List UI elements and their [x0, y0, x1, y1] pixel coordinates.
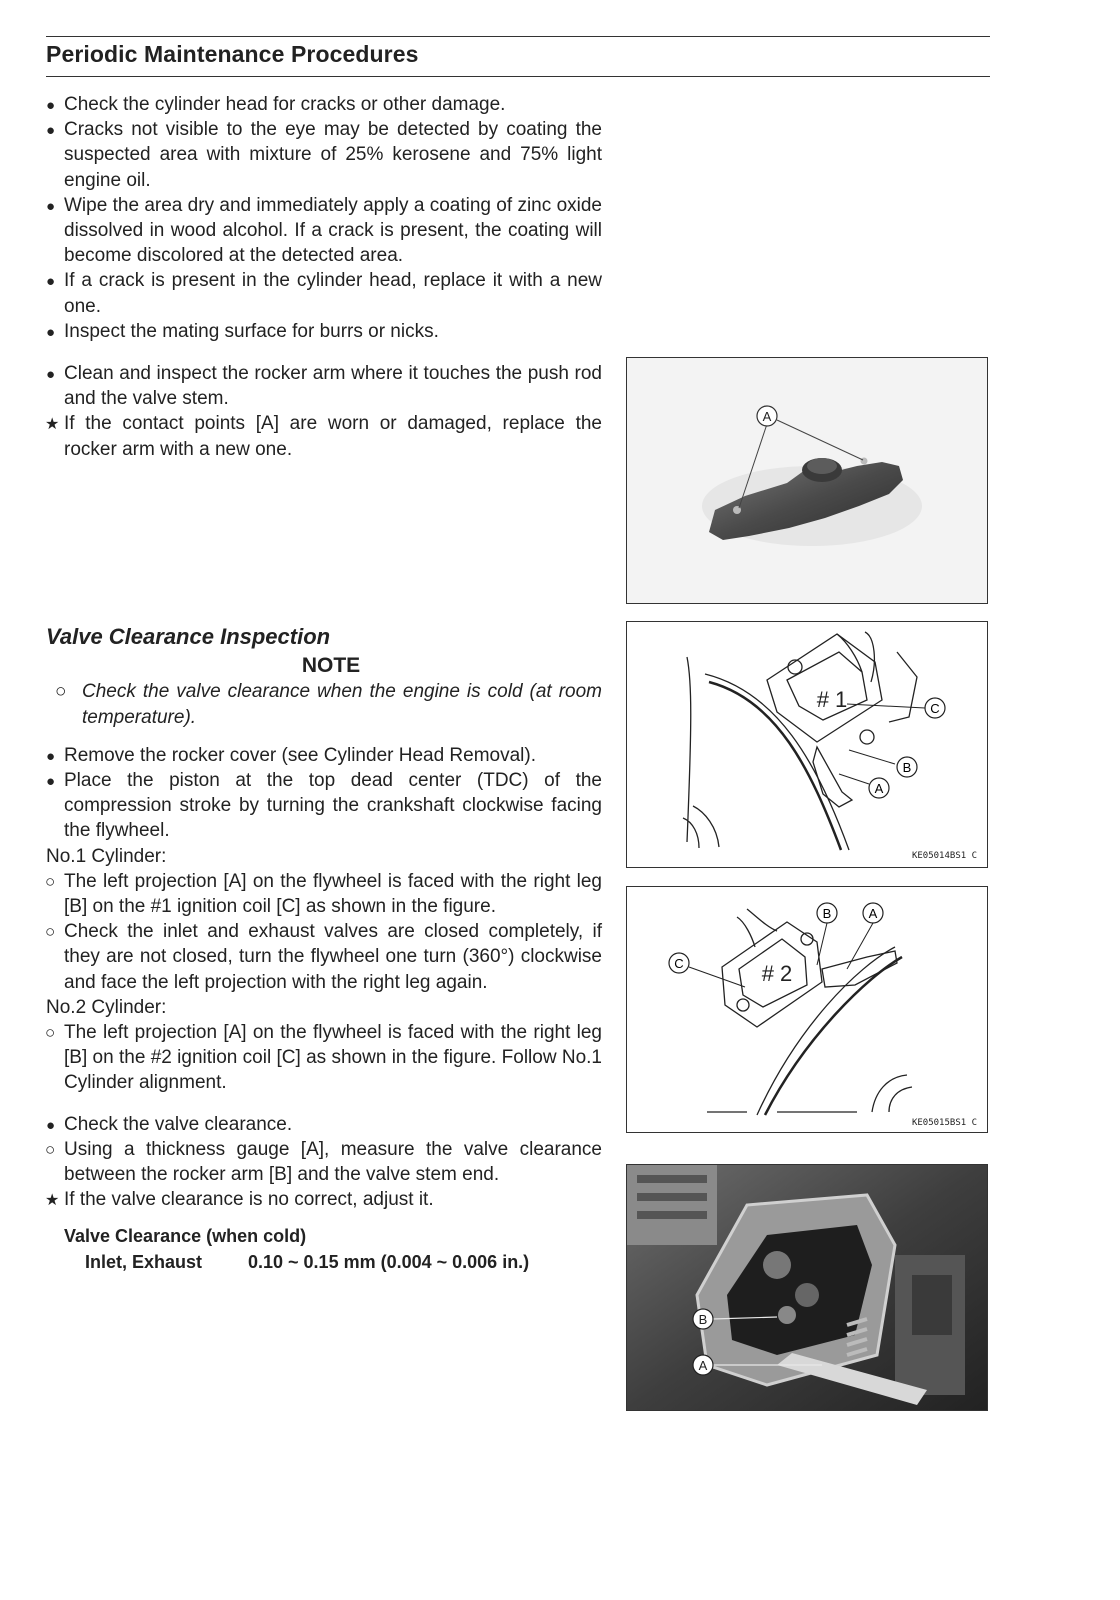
- bullet-marker: ●: [46, 323, 56, 341]
- star-marker: ★: [45, 416, 60, 434]
- bullet-marker: ●: [46, 273, 56, 291]
- thickness-gauge-figure: [626, 1164, 988, 1411]
- valve-clearance-section: [46, 624, 602, 1275]
- section-title: Valve Clearance Inspection: [46, 624, 331, 649]
- list-item: ● Wipe the area dry and immediately apply a coating of zinc oxide dissolved in wood alcohol. If a crack is present, the coating will become discolored at the detected area.: [46, 194, 602, 267]
- ring-marker: ○: [55, 681, 67, 703]
- list-item: ● Remove the rocker cover (see Cylinder Head Removal).: [46, 743, 602, 768]
- list-item: ● Clean and inspect the rocker arm where it touches the push rod and the valve stem.: [46, 363, 602, 410]
- rocker-arm-figure: [626, 357, 988, 604]
- svg-text:C: C: [930, 701, 940, 716]
- cylinder-1-label: No.1 Cylinder:: [46, 845, 167, 867]
- list-item: ○ The left projection [A] on the flywheel is faced with the right leg [B] on the #1 ignition coil [C] as shown in the figure.: [45, 870, 602, 918]
- thickness-gauge-photo: [627, 1165, 987, 1410]
- svg-text:B: B: [822, 906, 832, 921]
- cylinder-2-diagram: [627, 887, 987, 1132]
- page-title: Periodic Maintenance Procedures: [46, 41, 419, 67]
- list-item: ● Place the piston at the top dead center (TDC) of the compression stroke by turning the crankshaft clockwise facing the flywheel.: [46, 770, 602, 842]
- list-item: ● Cracks not visible to the eye may be detected by coating the suspected area with mixture of 25% kerosene and 75% light engine oil.: [46, 119, 602, 191]
- spec-label: Inlet, Exhaust: [85, 1251, 203, 1272]
- ring-marker: ○: [45, 1023, 56, 1043]
- spec-value: 0.10 ~ 0.15 mm (0.004 ~ 0.006 in.): [248, 1251, 530, 1272]
- spec-block: [46, 1224, 602, 1274]
- list-item: ● If a crack is present in the cylinder head, replace it with a new one.: [46, 270, 602, 317]
- list-item: ● Inspect the mating surface for burrs or nicks.: [46, 319, 602, 344]
- star-marker: ★: [45, 1192, 60, 1210]
- cylinder-head-section: [46, 92, 602, 344]
- list-item: ★ If the contact points [A] are worn or damaged, replace the rocker arm with a new one.: [45, 413, 602, 460]
- bullet-marker: ●: [46, 773, 56, 791]
- svg-text:A: A: [698, 1358, 708, 1373]
- spec-row: [64, 1250, 602, 1275]
- list-item: ○ Using a thickness gauge [A], measure the valve clearance between the rocker arm [B] and the valve stem end.: [45, 1138, 602, 1186]
- svg-text:C: C: [674, 956, 684, 971]
- spec-title: Valve Clearance (when cold): [64, 1226, 307, 1247]
- svg-text:B: B: [902, 760, 912, 775]
- bullet-marker: ●: [46, 366, 56, 383]
- figure-code: KE05014BS1 C: [911, 851, 977, 861]
- ring-marker: ○: [45, 1139, 56, 1159]
- cylinder-1-figure: [626, 621, 988, 868]
- coil-2-mark: # 2: [761, 961, 793, 986]
- bullet-marker: ●: [46, 197, 56, 215]
- list-item: ● Check the valve clearance.: [46, 1112, 602, 1137]
- cylinder-2-figure: [626, 886, 988, 1133]
- note-text: ○ Check the valve clearance when the engine is cold (at room temperature).: [55, 681, 602, 728]
- figure-code: KE05015BS1 C: [911, 1118, 977, 1128]
- svg-text:A: A: [762, 409, 772, 424]
- coil-1-mark: # 1: [816, 687, 848, 712]
- rocker-arm-illustration: [627, 358, 987, 603]
- cylinder-1-diagram: [627, 622, 987, 867]
- list-item: ★ If the valve clearance is no correct, adjust it.: [46, 1187, 602, 1212]
- note-heading: NOTE: [301, 654, 361, 678]
- bullet-marker: ●: [46, 97, 56, 114]
- svg-text:B: B: [698, 1312, 708, 1327]
- svg-text:A: A: [874, 781, 884, 796]
- header-bottom-rule: [46, 76, 990, 77]
- header-top-rule: [46, 36, 990, 37]
- cylinder-2-label: No.2 Cylinder:: [46, 996, 167, 1018]
- svg-text:A: A: [868, 906, 878, 921]
- bullet-marker: ●: [46, 122, 56, 140]
- bullet-marker: ●: [46, 1116, 56, 1134]
- ring-marker: ○: [45, 871, 56, 891]
- bullet-marker: ●: [46, 747, 56, 765]
- list-item: ● Check the cylinder head for cracks or other damage.: [46, 92, 602, 117]
- list-item: ○ The left projection [A] on the flywheel is faced with the right leg [B] on the #2 ignition coil [C] as shown in the figure. Follow No.1 Cylinder alignment.: [45, 1022, 602, 1094]
- list-item: ○ Check the inlet and exhaust valves are closed completely, if they are not closed, turn the flywheel one turn (360°) clockwise and face the left projection with the right leg again.: [45, 921, 602, 993]
- rocker-arm-section: [46, 361, 602, 462]
- ring-marker: ○: [45, 922, 56, 942]
